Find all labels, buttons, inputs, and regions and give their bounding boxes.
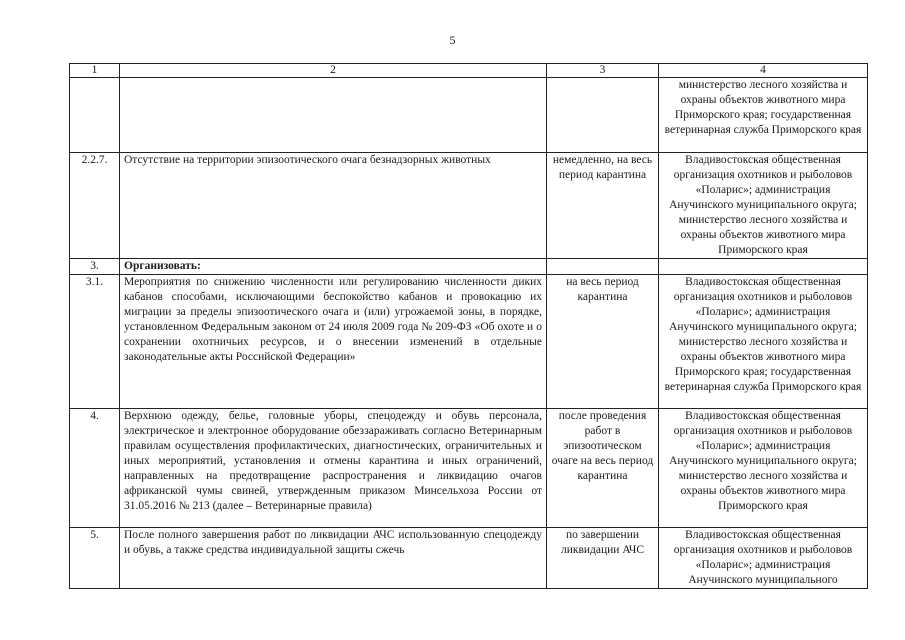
row-measure: Верхнюю одежду, белье, головные уборы, спецодежду и обувь персонала, электрическое и электронное оборудование обеззараживать согласно Ветеринарным правилам осуществления профилактических, диагностических, ограничительных и иных мероприятий, установления и отмены карантина и иных ограничений, направленных на предотвращение распространения и ликвидацию очагов африканской чумы свиней, утвержденным приказом Минсельхоза России от 31.05.2016 № 213 (далее – Ветеринарные правила): [120, 409, 547, 528]
page-number: 5: [449, 33, 456, 47]
table-row: [70, 528, 868, 589]
table-row: [70, 259, 868, 275]
table-row: [70, 78, 868, 153]
row-responsible: Владивостокская общественная организация охотников и рыболовов «Поларис»; администрация Анучинского муниципального округа; министерство лесного хозяйства и охраны объектов животного мира Приморского края: [659, 153, 868, 259]
row-term: [547, 78, 659, 153]
table-row: [70, 409, 868, 528]
table-row: [70, 275, 868, 409]
row-responsible: министерство лесного хозяйства и охраны объектов животного мира Приморского края; государственная ветеринарная служба Приморского края: [659, 78, 868, 153]
row-measure: После полного завершения работ по ликвидации АЧС использованную спецодежду и обувь, а также средства индивидуальной защиты сжечь: [120, 528, 547, 589]
table-row: [70, 153, 868, 259]
row-measure: Организовать:: [120, 259, 547, 275]
row-number: 2.2.7.: [70, 153, 120, 259]
row-responsible: Владивостокская общественная организация охотников и рыболовов «Поларис»; администрация Анучинского муниципального: [659, 528, 868, 589]
row-measure: Отсутствие на территории эпизоотического очага безнадзорных животных: [120, 153, 547, 259]
row-responsible: Владивостокская общественная организация охотников и рыболовов «Поларис»; администрация Анучинского муниципального округа; министерство лесного хозяйства и охраны объектов животного мира Приморского края; государственная ветеринарная служба Приморского края: [659, 275, 868, 409]
row-term: [547, 259, 659, 275]
row-term: после проведения работ в эпизоотическом очаге на весь период карантина: [547, 409, 659, 528]
row-term: на весь период карантина: [547, 275, 659, 409]
row-measure: [120, 78, 547, 153]
table-header-row: [70, 64, 868, 78]
row-term: по завершении ликвидации АЧС: [547, 528, 659, 589]
row-number: 3.1.: [70, 275, 120, 409]
row-number: 3.: [70, 259, 120, 275]
row-number: [70, 78, 120, 153]
column-header-4: 4: [659, 64, 868, 78]
column-header-2: 2: [120, 64, 547, 78]
row-term: немедленно, на весь период карантина: [547, 153, 659, 259]
column-header-3: 3: [547, 64, 659, 78]
row-number: 5.: [70, 528, 120, 589]
row-number: 4.: [70, 409, 120, 528]
measures-table: [69, 63, 868, 589]
row-measure: Мероприятия по снижению численности или регулированию численности диких кабанов способами, исключающими беспокойство кабанов и провокацию их миграции за пределы эпизоотического очага и (или) угрожаемой зоны, в порядке, установленном Федеральным законом от 24 июля 2009 года № 209-ФЗ «Об охоте и о сохранении охотничьих ресурсов, и о внесении изменений в отдельные законодательные акты Российской Федерации»: [120, 275, 547, 409]
row-responsible: [659, 259, 868, 275]
column-header-1: 1: [70, 64, 120, 78]
row-responsible: Владивостокская общественная организация охотников и рыболовов «Поларис»; администрация Анучинского муниципального округа; министерство лесного хозяйства и охраны объектов животного мира Приморского края: [659, 409, 868, 528]
